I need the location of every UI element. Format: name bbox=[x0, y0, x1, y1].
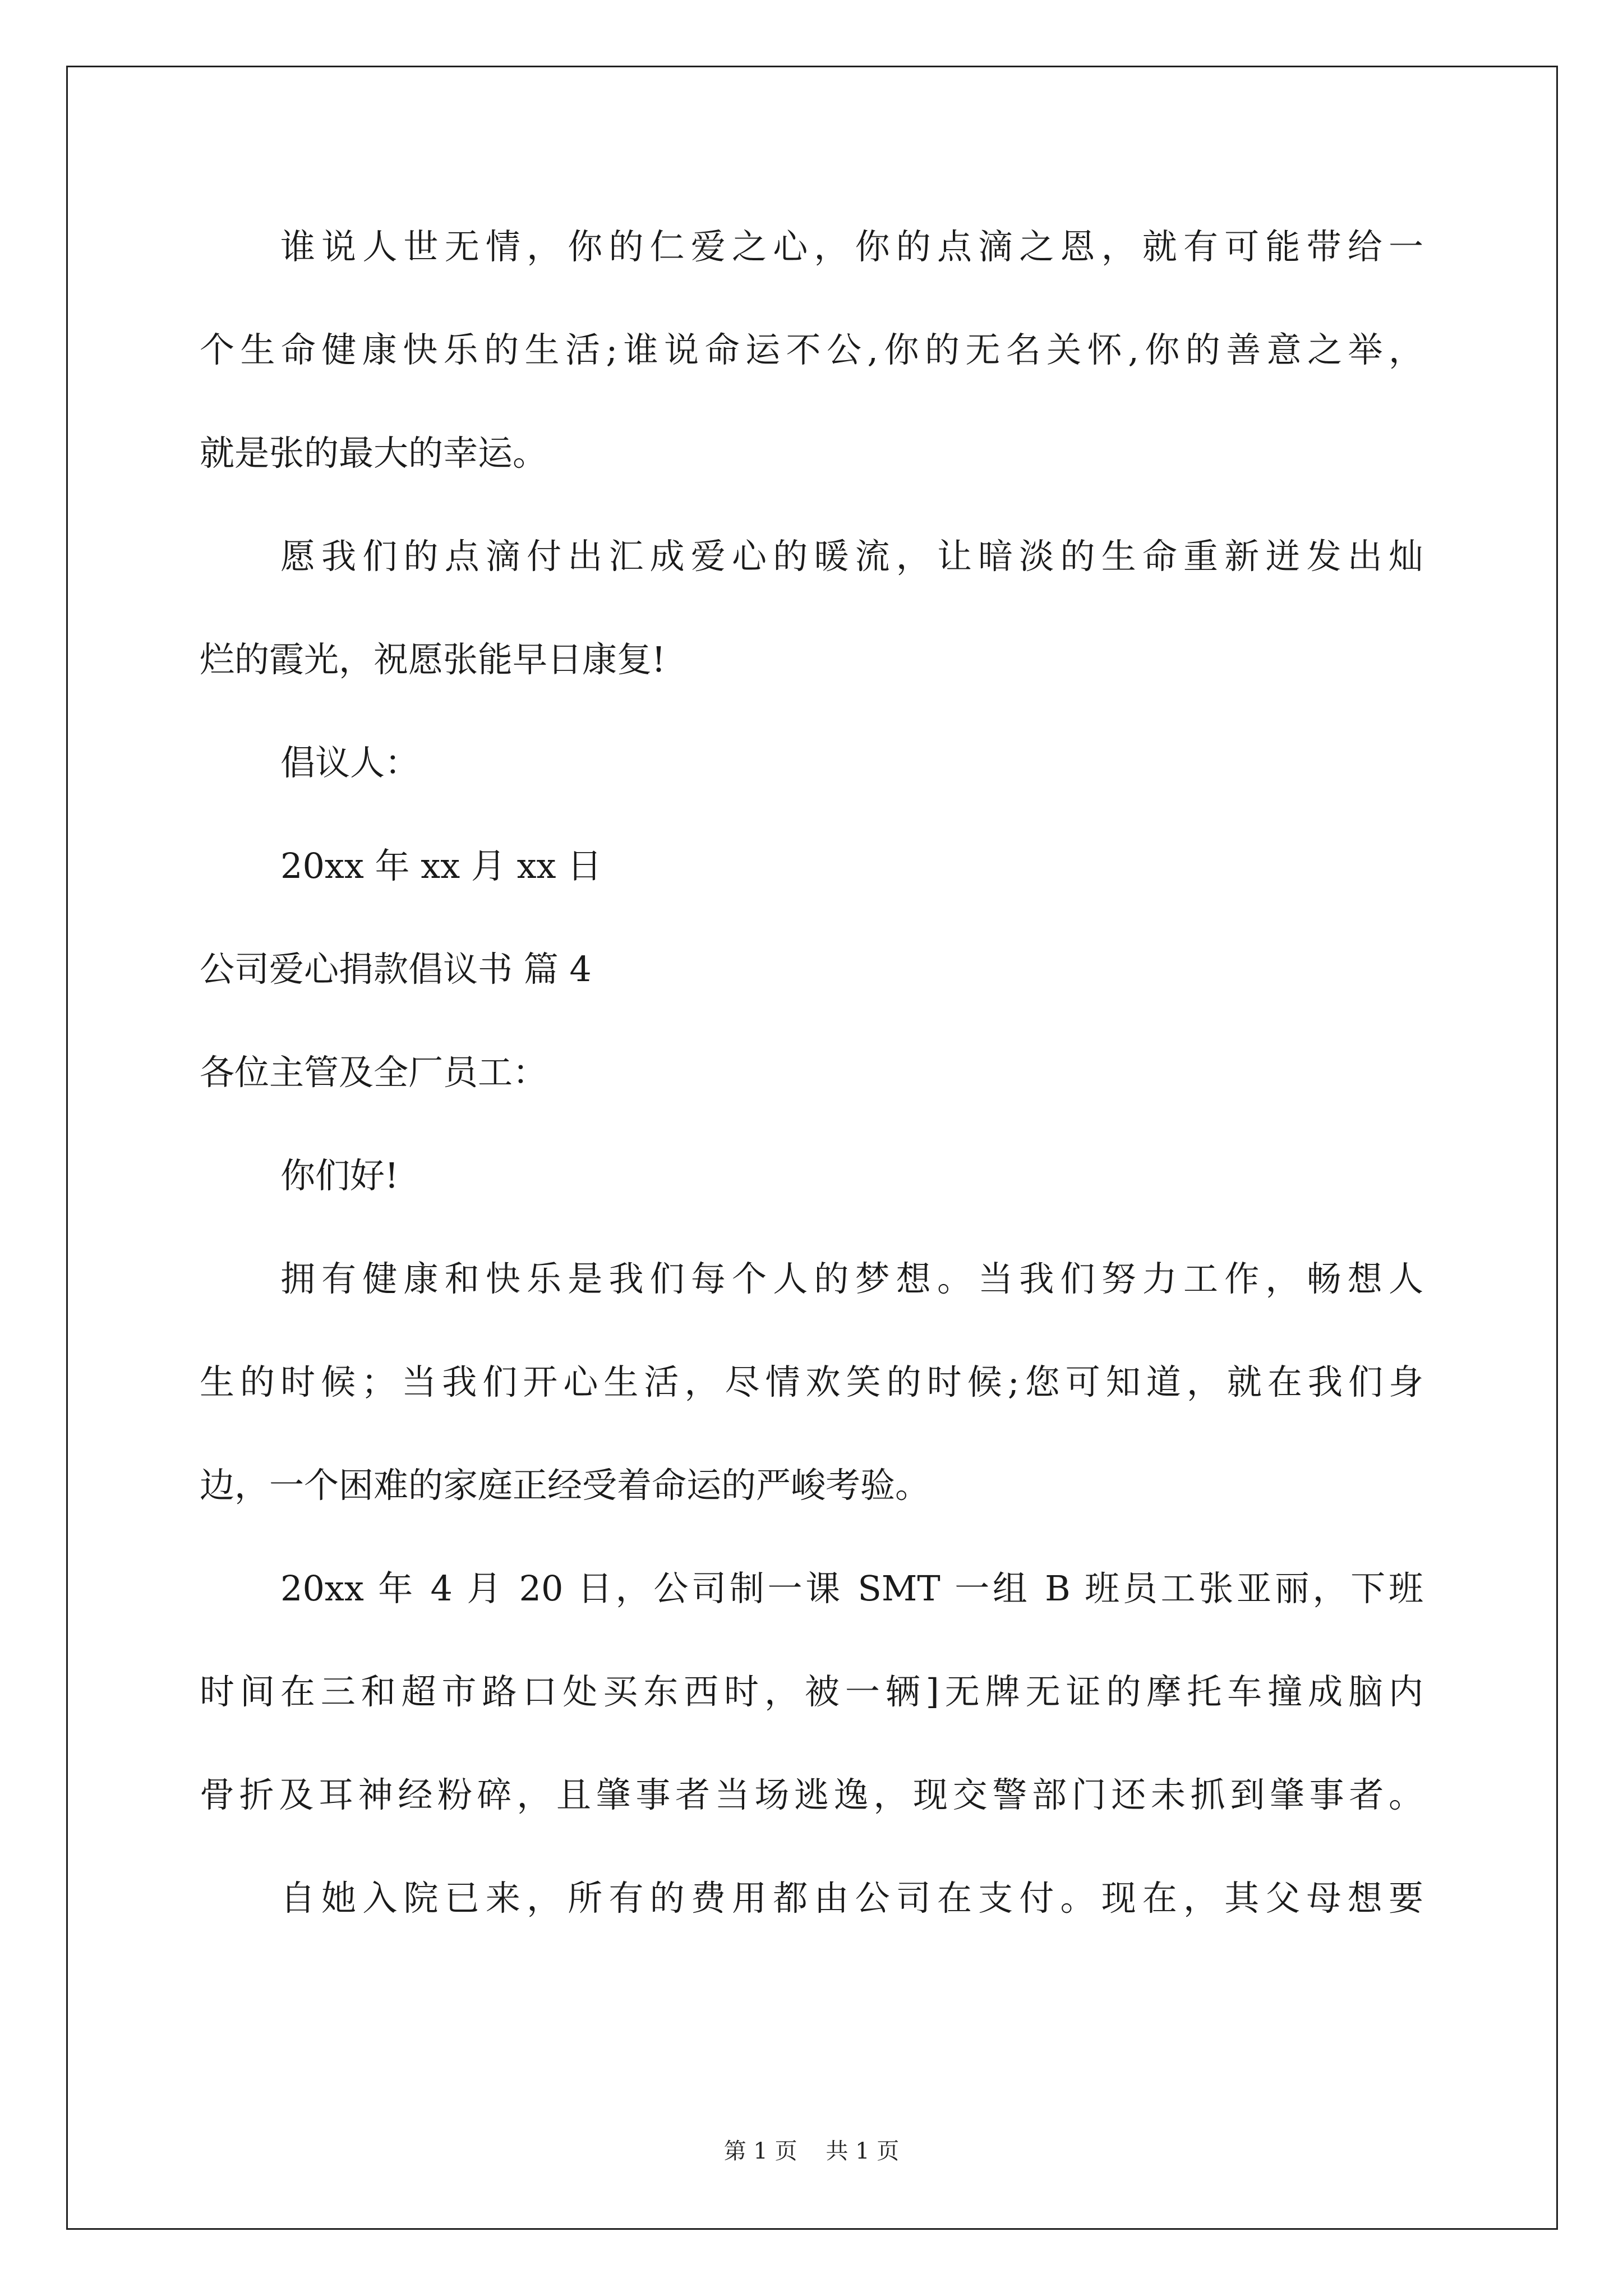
paragraph-line: 谁说人世无情，你的仁爱之心，你的点滴之恩，就有可能带给一 bbox=[280, 226, 1423, 267]
section-title: 公司爱心捐款倡议书 篇 4 bbox=[200, 949, 592, 990]
greeting: 你们好! bbox=[280, 1155, 399, 1196]
salutation: 各位主管及全厂员工： bbox=[200, 1052, 548, 1093]
paragraph-line: 愿我们的点滴付出汇成爱心的暖流，让暗淡的生命重新迸发出灿 bbox=[280, 536, 1423, 577]
paragraph-line: 拥有健康和快乐是我们每个人的梦想。当我们努力工作，畅想人 bbox=[280, 1258, 1423, 1299]
page-number-footer: 第 1 页 共 1 页 bbox=[723, 2138, 900, 2164]
paragraph-line: 骨折及耳神经粉碎，且肇事者当场逃逸，现交警部门还未抓到肇事者。 bbox=[200, 1774, 1423, 1815]
paragraph-line: 20xx 年 4 月 20 日，公司制一课 SMT 一组 B 班员工张亚丽，下班 bbox=[280, 1568, 1423, 1609]
paragraph-line: 烂的霞光，祝愿张能早日康复! bbox=[200, 639, 666, 680]
paragraph-line: 生的时候；当我们开心生活，尽情欢笑的时候;您可知道，就在我们身 bbox=[200, 1361, 1423, 1402]
signature-label: 倡议人： bbox=[280, 742, 420, 783]
paragraph-line: 时间在三和超市路口处买东西时，被一辆]无牌无证的摩托车撞成脑内 bbox=[200, 1671, 1423, 1712]
paragraph-line: 个生命健康快乐的生活;谁说命运不公,你的无名关怀,你的善意之举， bbox=[200, 329, 1423, 370]
date-line: 20xx 年 xx 月 xx 日 bbox=[280, 845, 602, 886]
paragraph-line: 边，一个困难的家庭正经受着命运的严峻考验。 bbox=[200, 1465, 930, 1506]
paragraph-line: 自她入院已来，所有的费用都由公司在支付。现在，其父母想要 bbox=[280, 1878, 1423, 1918]
paragraph-line: 就是张的最大的幸运。 bbox=[200, 432, 548, 473]
